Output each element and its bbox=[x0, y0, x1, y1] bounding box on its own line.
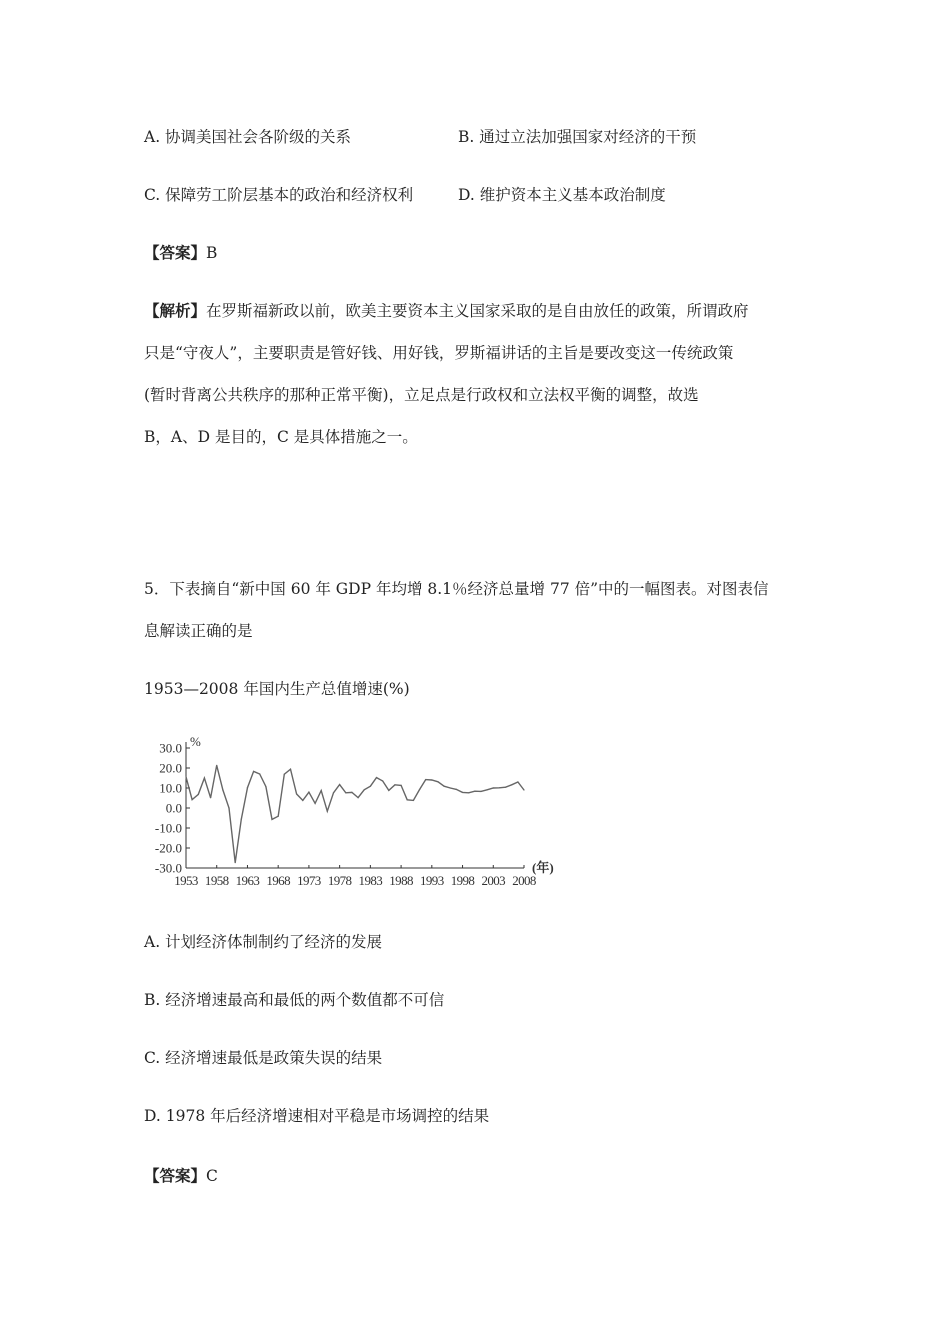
analysis-label: 【解析】 bbox=[144, 301, 207, 320]
x-tick-label: 1953 bbox=[174, 873, 198, 888]
y-axis-ticks bbox=[155, 741, 190, 876]
data-point bbox=[284, 774, 285, 775]
data-point bbox=[400, 785, 401, 786]
data-point bbox=[333, 792, 334, 793]
data-point bbox=[462, 792, 463, 793]
data-point bbox=[444, 786, 445, 787]
x-tick-label: 2008 bbox=[512, 873, 536, 888]
q4-analysis-line-3: (暂时背离公共秩序的那种正常平衡)，立足点是行政权和立法权平衡的调整，故选 bbox=[144, 386, 699, 404]
answer-value: C bbox=[206, 1167, 218, 1185]
data-point bbox=[308, 792, 309, 793]
y-tick-label: 0.0 bbox=[165, 800, 182, 816]
y-tick-label: -30.0 bbox=[154, 860, 182, 876]
data-point bbox=[480, 791, 481, 792]
data-point bbox=[456, 789, 457, 790]
q4-option-a: A. 协调美国社会各阶级的关系 bbox=[144, 128, 352, 146]
data-point bbox=[511, 784, 512, 785]
data-point bbox=[517, 781, 518, 782]
data-point bbox=[241, 819, 242, 820]
data-point bbox=[499, 787, 500, 788]
data-point bbox=[450, 787, 451, 788]
gdp-growth-series-line bbox=[186, 765, 524, 862]
x-tick-label: 1998 bbox=[450, 873, 475, 888]
analysis-text: 在罗斯福新政以前，欧美主要资本主义国家采取的是自由放任的政策，所谓政府 bbox=[206, 302, 749, 320]
data-point bbox=[370, 786, 371, 787]
data-point bbox=[523, 789, 524, 790]
data-point bbox=[321, 790, 322, 791]
x-tick-label: 2003 bbox=[481, 873, 506, 888]
data-point bbox=[259, 773, 260, 774]
chart-title: 1953—2008 年国内生产总值增速(%) bbox=[144, 680, 410, 698]
data-point bbox=[296, 793, 297, 794]
data-point bbox=[198, 794, 199, 795]
y-tick-label: -10.0 bbox=[154, 820, 182, 836]
x-tick-label: 1958 bbox=[204, 873, 229, 888]
data-point bbox=[235, 862, 236, 863]
data-point bbox=[431, 779, 432, 780]
q5-option-a: A. 计划经济体制制约了经济的发展 bbox=[144, 933, 383, 951]
x-tick-label: 1988 bbox=[389, 873, 413, 888]
data-point bbox=[314, 803, 315, 804]
x-tick-label: 1973 bbox=[297, 873, 321, 888]
data-point bbox=[505, 787, 506, 788]
data-point bbox=[487, 789, 488, 790]
q4-analysis-line-2: 只是“守夜人”，主要职责是管好钱、用好钱，罗斯福讲话的主旨是要改变这一传统政策 bbox=[144, 344, 734, 362]
data-point bbox=[210, 797, 211, 798]
data-point bbox=[382, 780, 383, 781]
q4-analysis-line-4: B，A、D 是目的，C 是具体措施之一。 bbox=[144, 428, 418, 446]
data-point bbox=[222, 789, 223, 790]
data-point bbox=[364, 789, 365, 790]
y-axis-unit-label: % bbox=[190, 734, 201, 749]
data-point bbox=[388, 790, 389, 791]
y-tick-label: 20.0 bbox=[159, 760, 182, 776]
data-points bbox=[185, 765, 524, 863]
data-point bbox=[345, 792, 346, 793]
q5-stem-line-1: 5．下表摘自“新中国 60 年 GDP 年均增 8.1％经济总量增 77 倍”中的一幅图表。对图表信 bbox=[144, 580, 769, 598]
q5-stem-line-2: 息解读正确的是 bbox=[144, 622, 253, 640]
data-point bbox=[407, 799, 408, 800]
data-point bbox=[413, 800, 414, 801]
data-point bbox=[474, 791, 475, 792]
data-point bbox=[425, 779, 426, 780]
q4-answer bbox=[144, 243, 217, 263]
data-point bbox=[351, 792, 352, 793]
q5-option-d: D. 1978 年后经济增速相对平稳是市场调控的结果 bbox=[144, 1107, 490, 1125]
q4-option-d: D. 维护资本主义基本政治制度 bbox=[458, 186, 666, 204]
answer-label: 【答案】 bbox=[144, 1166, 207, 1185]
q5-option-c: C. 经济增速最低是政策失误的结果 bbox=[144, 1049, 383, 1067]
answer-value: B bbox=[206, 244, 218, 262]
data-point bbox=[228, 807, 229, 808]
data-point bbox=[185, 776, 186, 777]
q4-option-c: C. 保障劳工阶层基本的政治和经济权利 bbox=[144, 186, 414, 204]
q4-option-b: B. 通过立法加强国家对经济的干预 bbox=[458, 128, 697, 146]
x-tick-label: 1968 bbox=[266, 873, 290, 888]
data-point bbox=[419, 789, 420, 790]
data-point bbox=[327, 811, 328, 812]
y-tick-label: 10.0 bbox=[159, 780, 182, 796]
data-point bbox=[271, 819, 272, 820]
gdp-growth-chart bbox=[140, 732, 580, 892]
q5-answer bbox=[144, 1166, 218, 1186]
x-tick-label: 1963 bbox=[235, 873, 260, 888]
data-point bbox=[278, 816, 279, 817]
data-point bbox=[437, 781, 438, 782]
data-point bbox=[493, 787, 494, 788]
x-tick-label: 1978 bbox=[327, 873, 352, 888]
x-tick-label: 1983 bbox=[358, 873, 383, 888]
data-point bbox=[265, 786, 266, 787]
answer-label: 【答案】 bbox=[144, 243, 207, 262]
data-point bbox=[253, 771, 254, 772]
data-point bbox=[357, 797, 358, 798]
data-point bbox=[247, 787, 248, 788]
data-point bbox=[339, 784, 340, 785]
x-axis-unit-label: (年) bbox=[532, 860, 554, 875]
data-point bbox=[376, 777, 377, 778]
data-point bbox=[302, 800, 303, 801]
q5-option-b: B. 经济增速最高和最低的两个数值都不可信 bbox=[144, 991, 445, 1009]
data-point bbox=[290, 769, 291, 770]
data-point bbox=[192, 799, 193, 800]
data-point bbox=[394, 784, 395, 785]
y-tick-label: -20.0 bbox=[154, 840, 182, 856]
data-point bbox=[204, 777, 205, 778]
q4-analysis-line-1 bbox=[144, 301, 749, 321]
x-tick-label: 1993 bbox=[420, 873, 444, 888]
data-point bbox=[216, 765, 217, 766]
y-tick-label: 30.0 bbox=[159, 740, 182, 756]
data-point bbox=[468, 792, 469, 793]
